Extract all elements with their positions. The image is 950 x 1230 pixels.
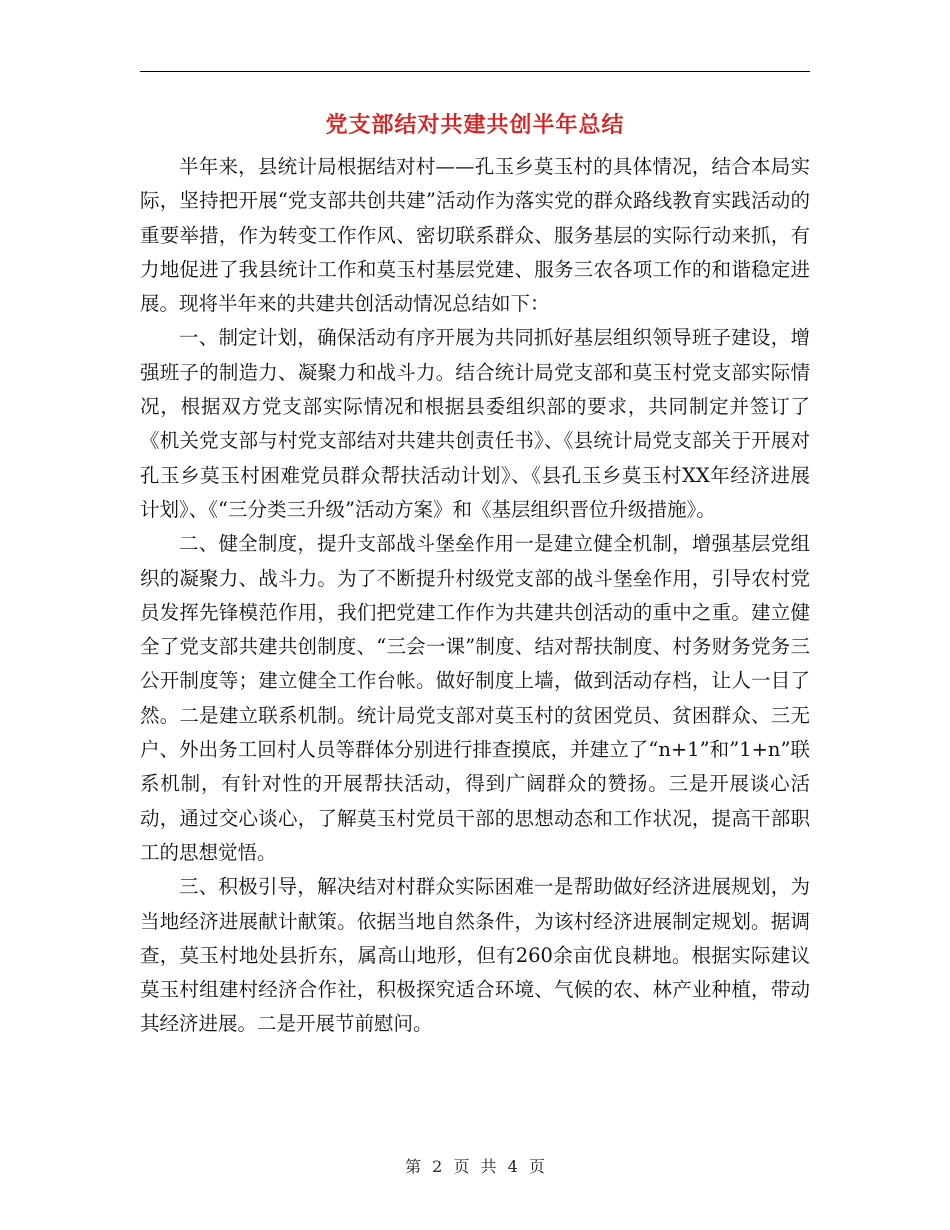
header-rule bbox=[140, 71, 810, 72]
document-title: 党支部结对共建共创半年总结 bbox=[325, 112, 625, 138]
paragraph-section-1: 一、制定计划，确保活动有序开展为共同抓好基层组织领导班子建设，增强班子的制造力、凝聚力和战斗力。结合统计局党支部和莫玉村党支部实际情况，根据双方党支部实际情况和根据县委组织部的要求，共同制定并签订了《机关党支部与村党支部结对共建共创责任书》、《县统计局党支部关于开展对孔玉乡莫玉村困难党员群众帮扶活动计划》、《县孔玉乡莫玉村XX年经济进展计划》、《“三分类三升级”活动方案》和《基层组织晋位升级措施》。 bbox=[140, 326, 810, 521]
paragraph-intro: 半年来，县统计局根据结对村——孔玉乡莫玉村的具体情况，结合本局实际，坚持把开展“党支部共创共建”活动作为落实党的群众路线教育实践活动的重要举措，作为转变工作作风、密切联系群众、服务基层的实际行动来抓，有力地促进了我县统计工作和莫玉村基层党建、服务三农各项工作的和谐稳定进展。现将半年来的共建共创活动情况总结如下： bbox=[140, 155, 810, 316]
paragraph-section-2: 二、健全制度，提升支部战斗堡垒作用一是建立健全机制，增强基层党组织的凝聚力、战斗力。为了不断提升村级党支部的战斗堡垒作用，引导农村党员发挥先锋模范作用，我们把党建工作作为共建共创活动的重中之重。建立健全了党支部共建共创制度、“三会一课”制度、结对帮扶制度、村务财务党务三公开制度等；建立健全工作台帐。做好制度上墙，做到活动存档，让人一目了然。二是建立联系机制。统计局党支部对莫玉村的贫困党员、贫困群众、三无户、外出务工回村人员等群体分别进行排查摸底，并建立了“n+1”和”1+n”联系机制，有针对性的开展帮扶活动，得到广阔群众的赞扬。三是开展谈心活动，通过交心谈心，了解莫玉村党员干部的思想动态和工作状况，提高干部职工的思想觉悟。 bbox=[140, 532, 810, 864]
document-body bbox=[140, 150, 810, 1042]
page-number-footer: 第 2 页 共 4 页 bbox=[405, 1157, 545, 1176]
paragraph-section-3: 三、积极引导，解决结对村群众实际困难一是帮助做好经济进展规划，为当地经济进展献计献策。依据当地自然条件，为该村经济进展制定规划。据调查，莫玉村地处县折东，属高山地形，但有260余亩优良耕地。根据实际建议莫玉村组建村经济合作社，积极探究适合环境、气候的农、林产业种植，带动其经济进展。二是开展节前慰问。 bbox=[140, 875, 810, 1036]
